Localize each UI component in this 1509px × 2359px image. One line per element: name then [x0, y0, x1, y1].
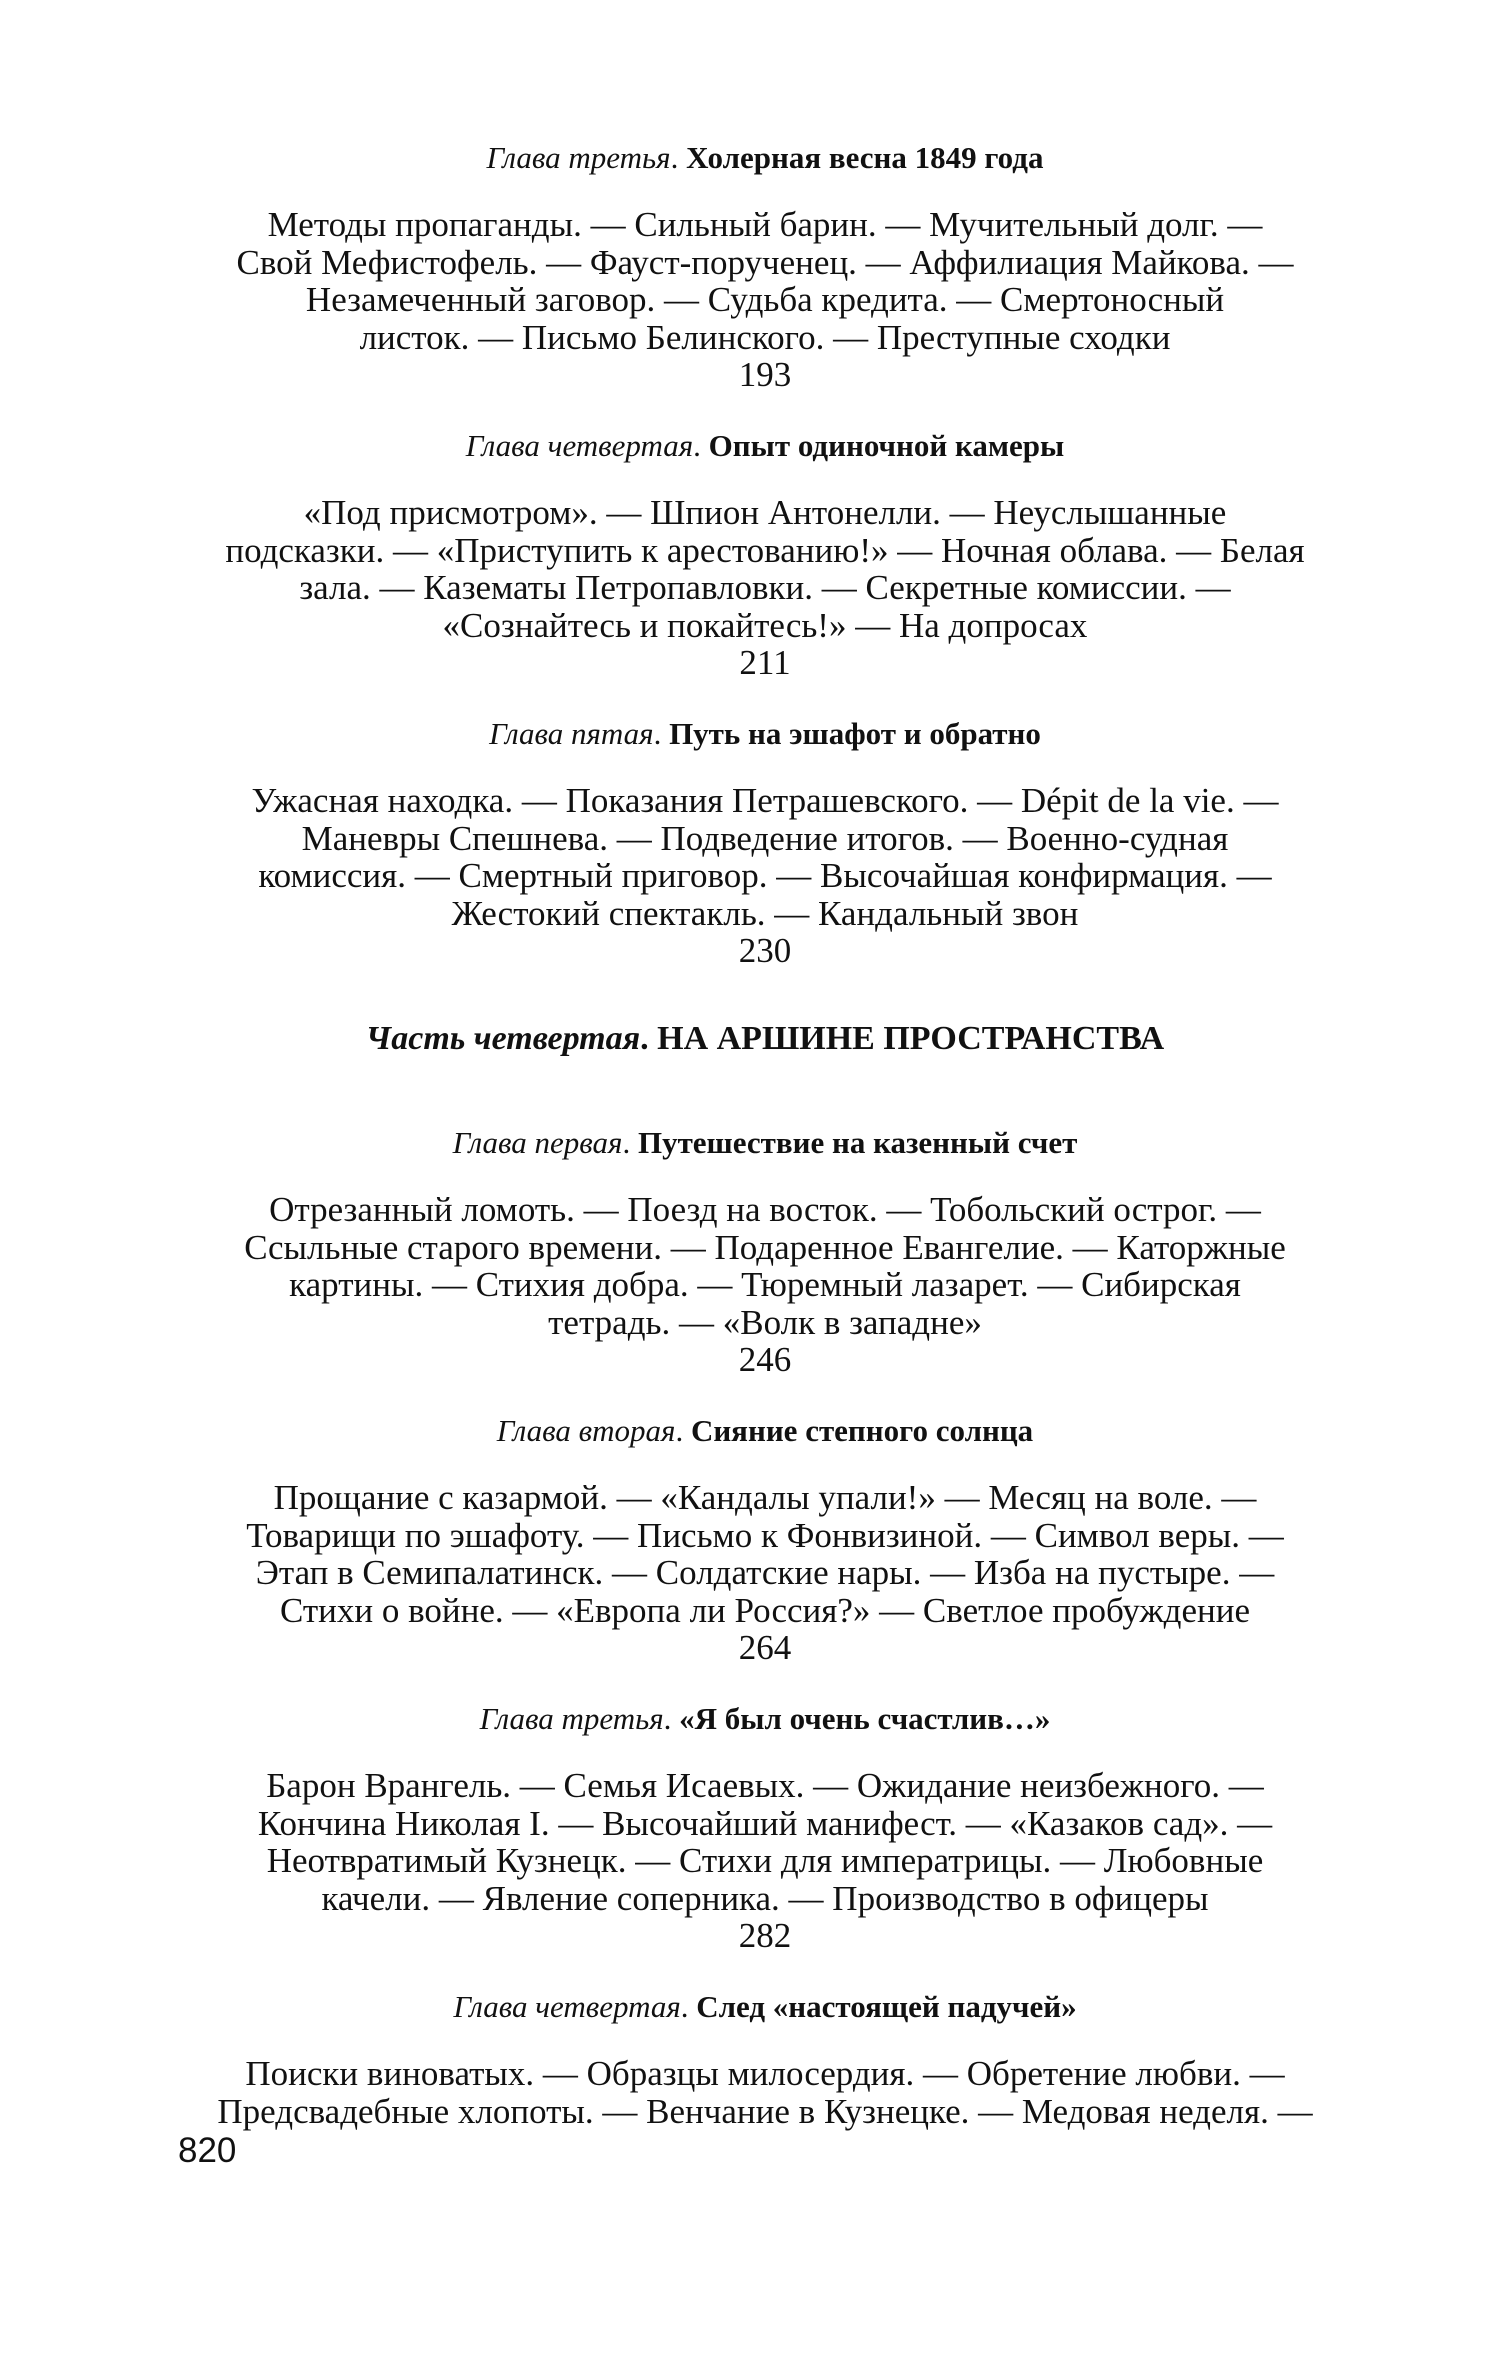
- summary-line: Товарищи по эшафоту. — Письмо к Фонвизиной. — Символ веры. —: [246, 1515, 1284, 1555]
- chapter-summary: [190, 1479, 1340, 1629]
- chapter-summary: [190, 2055, 1340, 2130]
- chapter-title: Опыт одиночной камеры: [708, 428, 1065, 463]
- chapter-page-number: 193: [738, 355, 792, 394]
- chapter-label: Глава четвертая: [453, 1989, 681, 2024]
- chapter-heading: Глава четвертая. Опыт одиночной камеры: [465, 428, 1065, 463]
- summary-line: зала. — Казематы Петропавловки. — Секретные комиссии. —: [299, 568, 1231, 607]
- summary-line: Жестокий спектакль. — Кандальный звон: [451, 893, 1079, 933]
- summary-line: комиссия. — Смертный приговор. — Высочайшая конфирмация. —: [258, 856, 1272, 895]
- summary-line: Ссыльные старого времени. — Подаренное Евангелие. — Каторжные: [244, 1227, 1286, 1267]
- chapter-summary: [190, 1767, 1340, 1917]
- chapter-title: Холерная весна 1849 года: [686, 140, 1044, 175]
- summary-line: «Под присмотром». — Шпион Антонелли. — Неуслышанные: [303, 493, 1227, 532]
- chapter-label: Глава четвертая: [465, 428, 694, 463]
- summary-line: Предсвадебные хлопоты. — Венчание в Кузнецке. — Медовая неделя. —: [217, 2091, 1313, 2131]
- toc-entry: [190, 1123, 1340, 1378]
- chapter-heading: Глава пятая. Путь на эшафот и обратно: [489, 716, 1041, 751]
- chapter-label: Глава пятая: [489, 716, 654, 751]
- toc-entry: [190, 1699, 1340, 1954]
- chapter-page-number: 264: [738, 1628, 792, 1667]
- chapter-heading: Глава третья. Холерная весна 1849 года: [486, 140, 1044, 175]
- summary-line: Неотвратимый Кузнецк. — Стихи для императрицы. — Любовные: [266, 1841, 1264, 1880]
- chapter-title: «Я был очень счастлив…»: [679, 1701, 1051, 1736]
- page-folio: 820: [178, 2131, 237, 2170]
- part-label: Часть четвертая: [365, 1020, 641, 1057]
- chapter-label: Глава вторая: [496, 1413, 676, 1448]
- summary-line: Этап в Семипалатинск. — Солдатские нары. — Изба на пустыре. —: [255, 1553, 1275, 1592]
- summary-line: Поиски виноватых. — Образцы милосердия. — Обретение любви. —: [245, 2054, 1285, 2093]
- table-of-contents: [190, 138, 1340, 2163]
- chapter-label: Глава третья: [486, 140, 671, 175]
- toc-entry: [190, 138, 1340, 393]
- part-title: НА АРШИНЕ ПРОСТРАНСТВА: [657, 1020, 1165, 1057]
- chapter-heading: Глава первая. Путешествие на казенный счет: [452, 1125, 1078, 1160]
- summary-line: Отрезанный ломоть. — Поезд на восток. — Тобольский острог. —: [269, 1190, 1261, 1229]
- summary-line: Стихи о войне. — «Европа ли Россия?» — Светлое пробуждение: [279, 1590, 1250, 1630]
- chapter-summary: [190, 782, 1340, 932]
- chapter-title: Путь на эшафот и обратно: [669, 716, 1041, 751]
- summary-line: Ужасная находка. — Показания Петрашевского. — Dépit de la vie. —: [251, 781, 1279, 820]
- chapter-summary: [190, 206, 1340, 356]
- summary-line: картины. — Стихия добра. — Тюремный лазарет. — Сибирская: [289, 1265, 1241, 1304]
- chapter-heading: Глава четвертая. След «настоящей падучей»: [453, 1989, 1077, 2024]
- chapter-label: Глава третья: [479, 1701, 664, 1736]
- chapter-page-number: 282: [738, 1916, 792, 1955]
- toc-entry: [190, 714, 1340, 969]
- summary-line: Кончина Николая I. — Высочайший манифест. — «Казаков сад». —: [257, 1803, 1273, 1843]
- summary-line: Барон Врангель. — Семья Исаевых. — Ожидание неизбежного. —: [266, 1766, 1264, 1805]
- toc-entry: [190, 1411, 1340, 1666]
- summary-line: качели. — Явление соперника. — Производство в офицеры: [321, 1878, 1209, 1918]
- toc-entry: [190, 1987, 1340, 2130]
- chapter-title: Сияние степного солнца: [690, 1413, 1034, 1448]
- chapter-page-number: 246: [738, 1340, 792, 1379]
- chapter-summary: [190, 1191, 1340, 1341]
- summary-line: Незамеченный заговор. — Судьба кредита. — Смертоносный: [305, 280, 1225, 319]
- summary-line: тетрадь. — «Волк в западне»: [548, 1302, 982, 1342]
- summary-line: листок. — Письмо Белинского. — Преступные сходки: [359, 317, 1171, 357]
- part-heading: Часть четвертая. НА АРШИНЕ ПРОСТРАНСТВА: [365, 1020, 1165, 1057]
- chapter-label: Глава первая: [452, 1125, 623, 1160]
- summary-line: «Сознайтесь и покайтесь!» — На допросах: [442, 605, 1088, 645]
- toc-entry: [190, 426, 1340, 681]
- summary-line: Прощание с казармой. — «Кандалы упали!» — Месяц на воле. —: [273, 1478, 1257, 1517]
- summary-line: Методы пропаганды. — Сильный барин. — Мучительный долг. —: [267, 205, 1263, 244]
- chapter-heading: Глава третья. «Я был очень счастлив…»: [479, 1701, 1051, 1736]
- chapter-page-number: 230: [738, 931, 792, 970]
- chapter-title: След «настоящей падучей»: [696, 1989, 1077, 2024]
- chapter-summary: [190, 494, 1340, 644]
- chapter-heading: Глава вторая. Сияние степного солнца: [496, 1413, 1034, 1448]
- summary-line: Маневры Спешнева. — Подведение итогов. — Военно-судная: [301, 818, 1229, 858]
- chapter-title: Путешествие на казенный счет: [637, 1125, 1078, 1160]
- summary-line: Свой Мефистофель. — Фауст-порученец. — Аффилиация Майкова. —: [236, 242, 1294, 282]
- summary-line: подсказки. — «Приступить к арестованию!» — Ночная облава. — Белая: [225, 530, 1305, 570]
- chapter-page-number: 211: [739, 643, 791, 682]
